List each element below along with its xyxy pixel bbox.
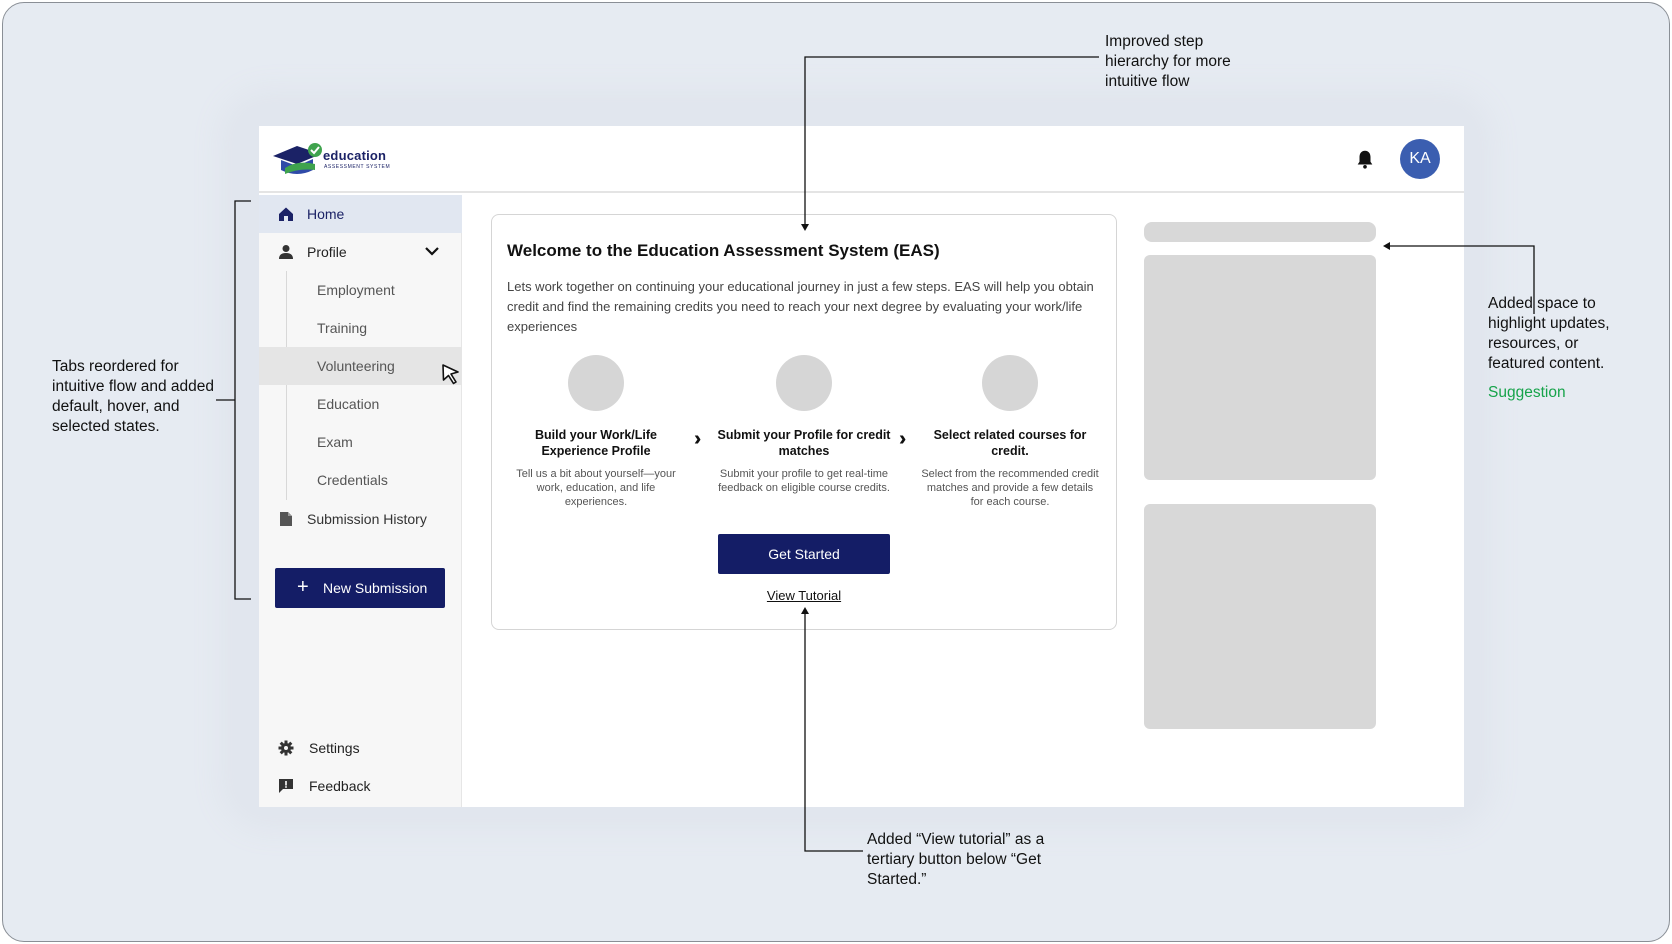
new-submission-label: New Submission	[323, 580, 428, 596]
step-title: Select related courses for credit.	[933, 428, 1087, 458]
sidebar-item-label: Profile	[307, 244, 347, 260]
document-icon	[278, 511, 294, 527]
user-avatar[interactable]: KA	[1400, 139, 1440, 179]
sidebar-item-label: Home	[307, 206, 345, 222]
sidebar-item-settings[interactable]	[259, 729, 462, 767]
annotation-tabs: Tabs reordered for intuitive flow and added default, hover, and selected states.	[52, 358, 215, 435]
sidebar-item-feedback[interactable]	[259, 767, 462, 805]
double-chevron-right-icon: ››	[899, 428, 901, 450]
sidebar-subitem-label: Education	[317, 396, 380, 412]
step-image-placeholder	[982, 355, 1038, 411]
sidebar	[259, 195, 462, 807]
step-title: Submit your Profile for credit matches	[717, 428, 891, 458]
logo-subtitle: ASSESSMENT SYSTEM	[324, 164, 391, 170]
sidebar-item-home[interactable]	[259, 195, 462, 233]
chevron-down-icon[interactable]	[425, 246, 439, 256]
sidebar-subitem-label: Credentials	[317, 472, 388, 488]
step-image-placeholder	[776, 355, 832, 411]
feedback-icon	[278, 778, 294, 794]
step-2	[714, 355, 894, 495]
graduation-cap-icon	[271, 140, 331, 180]
annotation-step-hierarchy: Improved step hierarchy for more intuitive flow	[1105, 33, 1231, 90]
sidebar-item-label: Settings	[309, 740, 360, 756]
sidebar-subitem-volunteering[interactable]	[259, 347, 462, 385]
sidebar-subitem-label: Volunteering	[317, 358, 395, 374]
featured-header-placeholder	[1144, 222, 1376, 242]
annotation-view-tutorial: Added “View tutorial” as a tertiary button below “Get Started.”	[867, 831, 1045, 888]
bell-icon[interactable]	[1354, 148, 1376, 170]
sidebar-item-submission-history[interactable]	[259, 500, 462, 538]
sidebar-subitem-exam[interactable]	[259, 423, 462, 461]
sidebar-subitem-employment[interactable]	[259, 271, 462, 309]
view-tutorial-link[interactable]: View Tutorial	[766, 588, 842, 603]
person-icon	[278, 244, 294, 260]
app-window	[259, 126, 1464, 807]
sidebar-subitem-education[interactable]	[259, 385, 462, 423]
step-description: Submit your profile to get real-time feedback on eligible course credits.	[718, 468, 890, 494]
sidebar-item-label: Submission History	[307, 511, 427, 527]
step-description: Select from the recommended credit matches and provide a few details for each course.	[921, 468, 1099, 508]
sidebar-subitem-label: Exam	[317, 434, 353, 450]
logo[interactable]	[271, 140, 391, 180]
sidebar-item-profile[interactable]	[259, 233, 462, 271]
double-chevron-right-icon: ››	[694, 428, 696, 450]
logo-wordmark: education	[323, 148, 387, 163]
sidebar-subitem-credentials[interactable]	[259, 461, 462, 499]
annotation-featured-space: Added space to highlight updates, resources, or featured content.	[1488, 295, 1610, 372]
step-1	[506, 355, 686, 509]
get-started-button[interactable]: Get Started	[718, 534, 890, 574]
step-title: Build your Work/Life Experience Profile	[535, 428, 657, 458]
gear-icon	[278, 740, 294, 756]
sidebar-item-label: Feedback	[309, 778, 371, 794]
new-submission-button[interactable]	[275, 568, 445, 608]
suggestion-label: Suggestion	[1488, 384, 1566, 401]
featured-content-placeholder	[1144, 255, 1376, 480]
mouse-cursor-icon	[441, 363, 461, 385]
sidebar-subitem-training[interactable]	[259, 309, 462, 347]
home-icon	[278, 206, 294, 222]
plus-icon: +	[297, 576, 309, 598]
sidebar-subitem-label: Training	[317, 320, 368, 336]
welcome-title: Welcome to the Education Assessment System (EAS)	[507, 241, 940, 260]
top-bar	[259, 126, 1464, 193]
sidebar-subitem-label: Employment	[317, 282, 395, 298]
welcome-card	[491, 214, 1117, 630]
welcome-description: Lets work together on continuing your educational journey in just a few steps. EAS will help you obtain credit and find the remaining credits you need to reach your next degree by evaluating your work/life experiences	[507, 279, 1094, 334]
step-3	[920, 355, 1100, 509]
step-description: Tell us a bit about yourself—your work, education, and life experiences.	[516, 468, 676, 508]
step-image-placeholder	[568, 355, 624, 411]
featured-content-placeholder	[1144, 504, 1376, 729]
